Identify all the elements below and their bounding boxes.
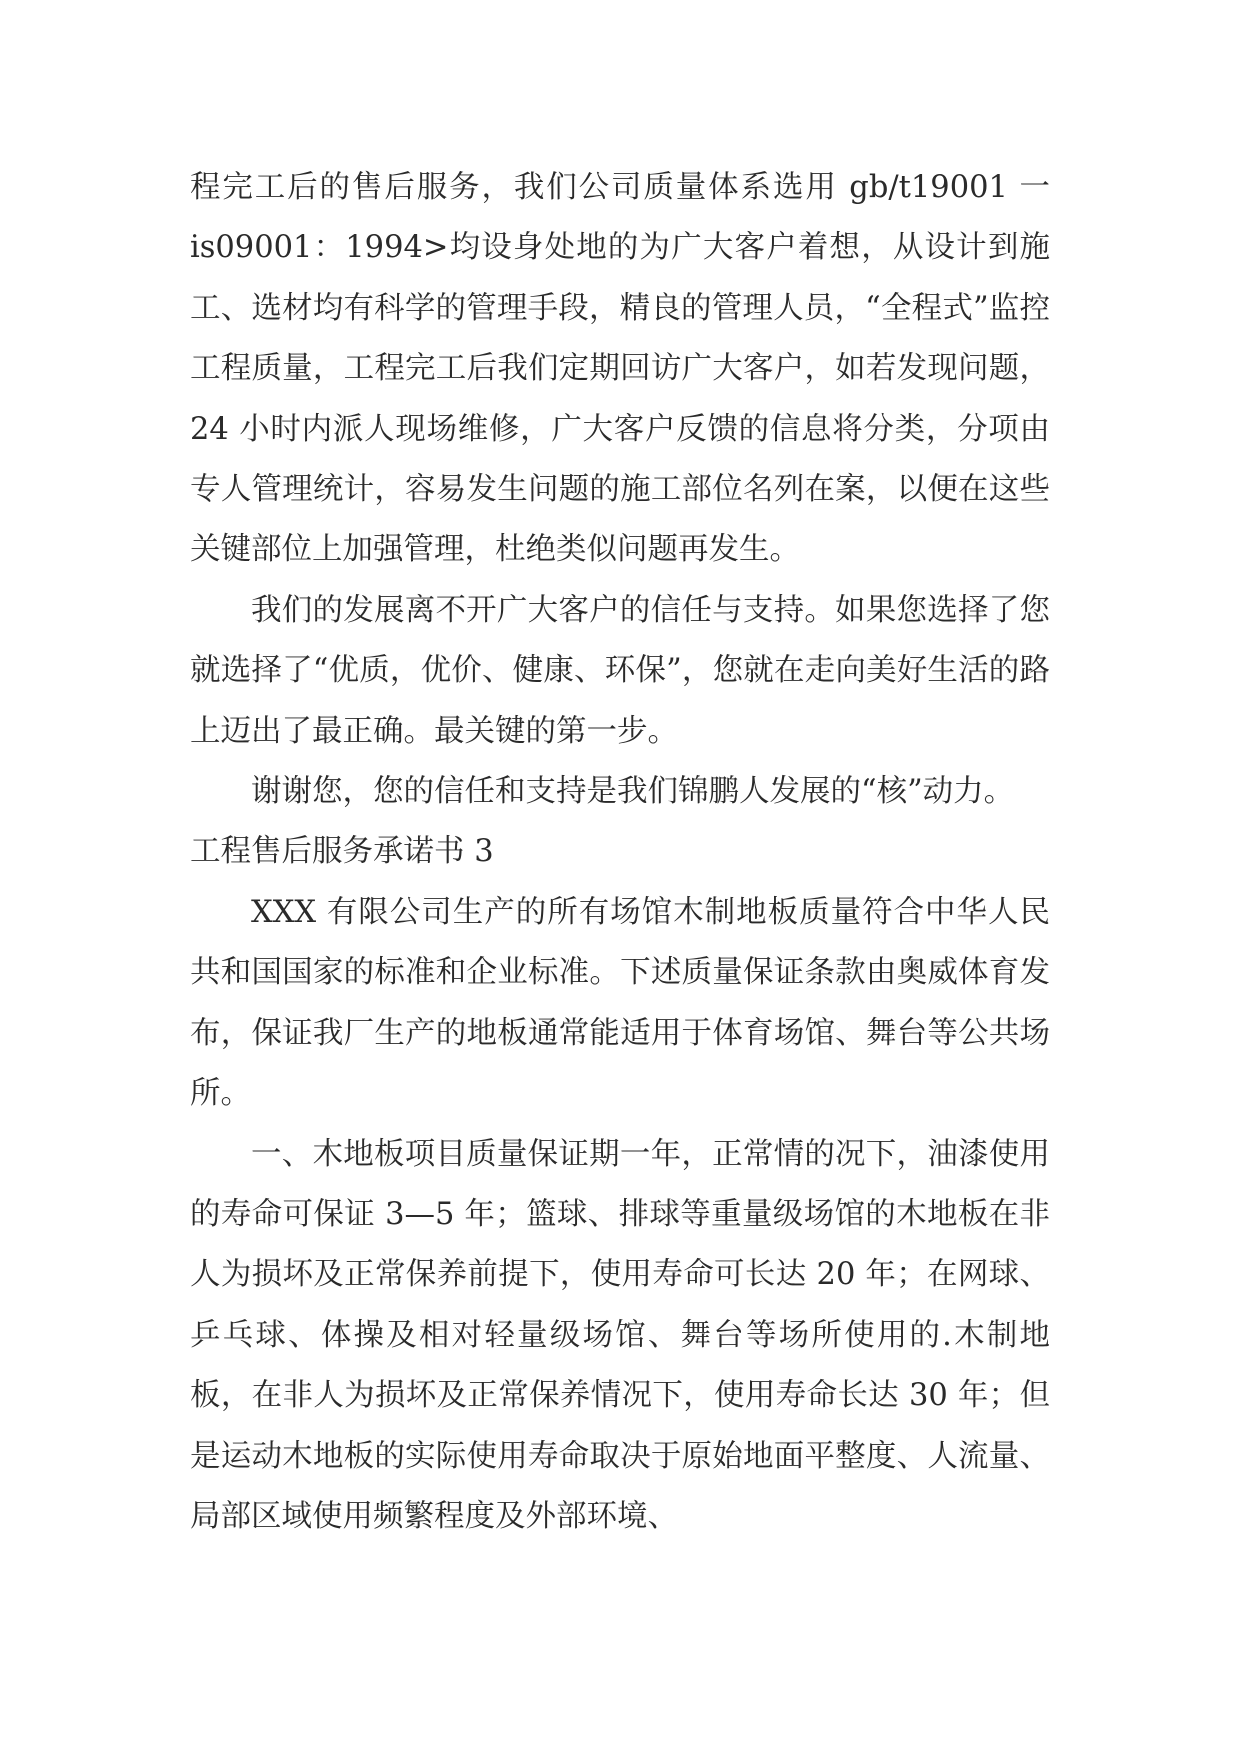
document-body	[190, 158, 1050, 1547]
paragraph-customer-trust: 我们的发展离不开广大客户的信任与支持。如果您选择了您就选择了“优质，优价、健康、环保”，您就在走向美好生活的路上迈出了最正确。最关键的第一步。	[190, 592, 1050, 749]
paragraph-thanks: 谢谢您，您的信任和支持是我们锦鹏人发展的“核”动力。	[251, 774, 1015, 810]
section-heading: 工程售后服务承诺书 3	[190, 834, 494, 870]
paragraph-service-continuation: 程完工后的售后服务，我们公司质量体系选用 gb/t19001 一 is09001：1994>均设身处地的为广大客户着想，从设计到施工、选材均有科学的管理手段，精良的管理人员，“全程式”监控工程质量，工程完工后我们定期回访广大客户，如若发现问题，24 小时内派人现场维修，广大客户反馈的信息将分类，分项由专人管理统计，容易发生问题的施工部位名列在案，以便在这些关键部位上加强管理，杜绝类似问题再发生。	[190, 170, 1050, 568]
paragraph-warranty-term: 一、木地板项目质量保证期一年，正常情的况下，油漆使用的寿命可保证 3—5 年；篮球、排球等重量级场馆的木地板在非人为损坏及正常保养前提下，使用寿命可长达 20 年；在网球、乒乓球、体操及相对轻量级场馆、舞台等场所使用的.木制地板，在非人为损坏及正常保养情况下，使用寿命长达 30 年；但是运动木地板的实际使用寿命取决于原始地面平整度、人流量、局部区域使用频繁程度及外部环境、	[190, 1136, 1050, 1534]
paragraph-quality-standard: XXX 有限公司生产的所有场馆木制地板质量符合中华人民共和国国家的标准和企业标准。下述质量保证条款由奥威体育发布，保证我厂生产的地板通常能适用于体育场馆、舞台等公共场所。	[190, 894, 1050, 1112]
